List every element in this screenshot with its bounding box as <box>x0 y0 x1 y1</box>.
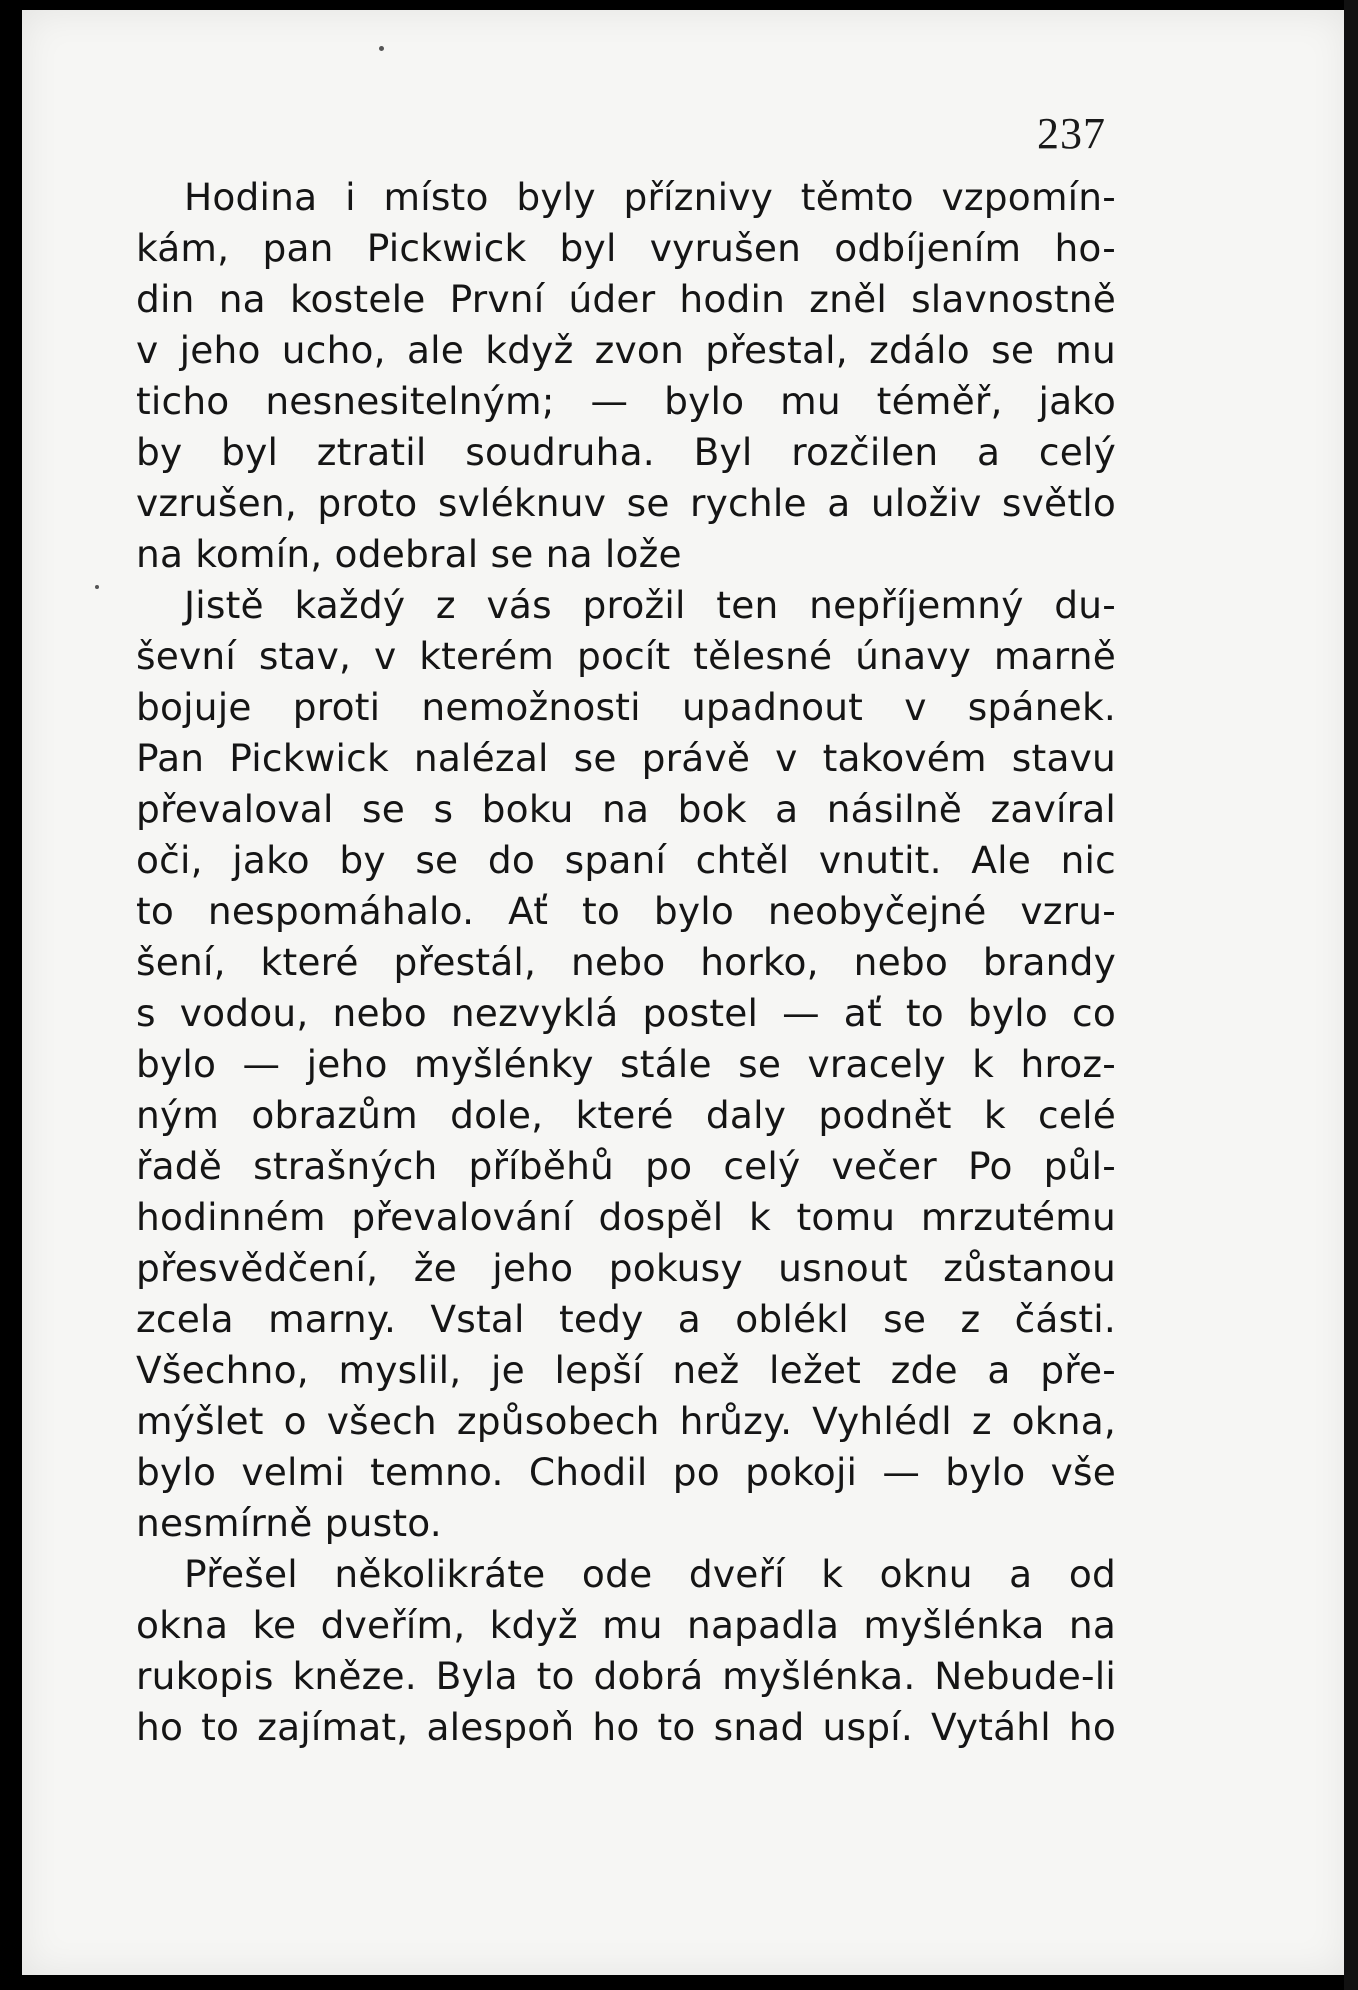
text-line: kám, pan Pickwick byl vyrušen odbíjením ho- <box>136 226 1116 270</box>
text-line: zcela marny. Vstal tedy a oblékl se z části. <box>136 1297 1116 1341</box>
text-line: v jeho ucho, ale když zvon přestal, zdálo se mu <box>136 328 1116 372</box>
text-line: bojuje proti nemožnosti upadnout v spánek. <box>136 685 1116 729</box>
text-line: přesvědčení, že jeho pokusy usnout zůstanou <box>136 1246 1116 1290</box>
text-line: Pan Pickwick nalézal se právě v takovém stavu <box>136 736 1116 780</box>
text-line: oči, jako by se do spaní chtěl vnutit. Ale nic <box>136 838 1116 882</box>
text-line: rukopis kněze. Byla to dobrá myšlénka. Nebude-li <box>136 1654 1116 1698</box>
text-line: bylo — jeho myšlénky stále se vracely k hroz- <box>136 1042 1116 1086</box>
text-line: Hodina i místo byly příznivy těmto vzpomín- <box>184 175 1116 219</box>
page-edge-shadow <box>1344 0 1358 1990</box>
text-line: nesmírně pusto. <box>136 1501 442 1545</box>
print-speck <box>95 585 99 589</box>
text-line: převaloval se s boku na bok a násilně zavíral <box>136 787 1116 831</box>
text-line: by byl ztratil soudruha. Byl rozčilen a celý <box>136 430 1116 474</box>
text-line: okna ke dveřím, když mu napadla myšlénka na <box>136 1603 1116 1647</box>
text-line: s vodou, nebo nezvyklá postel — ať to bylo co <box>136 991 1116 1035</box>
text-line: řadě strašných příběhů po celý večer Po půl- <box>136 1144 1116 1188</box>
text-line: ho to zajímat, alespoň ho to snad uspí. Vytáhl ho <box>136 1705 1116 1749</box>
text-line: vzrušen, proto svléknuv se rychle a uloživ světlo <box>136 481 1116 525</box>
text-line: bylo velmi temno. Chodil po pokoji — bylo vše <box>136 1450 1116 1494</box>
page-number: 237 <box>1037 109 1106 158</box>
text-line: mýšlet o všech způsobech hrůzy. Vyhlédl z okna, <box>136 1399 1116 1443</box>
text-line: ticho nesnesitelným; — bylo mu téměř, jako <box>136 379 1116 423</box>
body-text <box>136 172 1116 1753</box>
text-line: to nespomáhalo. Ať to bylo neobyčejné vzru- <box>136 889 1116 933</box>
text-line: šení, které přestál, nebo horko, nebo brandy <box>136 940 1116 984</box>
text-line: na komín, odebral se na lože <box>136 532 682 576</box>
print-speck <box>379 46 384 51</box>
text-line: Všechno, myslil, je lepší než ležet zde a pře- <box>136 1348 1116 1392</box>
text-line: Přešel několikráte ode dveří k oknu a od <box>184 1552 1116 1596</box>
text-line: hodinném převalování dospěl k tomu mrzutému <box>136 1195 1116 1239</box>
text-line: din na kostele První úder hodin zněl slavnostně <box>136 277 1116 321</box>
text-line: Jistě každý z vás prožil ten nepříjemný du- <box>184 583 1116 627</box>
text-line: ševní stav, v kterém pocít tělesné únavy marně <box>136 634 1116 678</box>
text-line: ným obrazům dole, které daly podnět k celé <box>136 1093 1116 1137</box>
